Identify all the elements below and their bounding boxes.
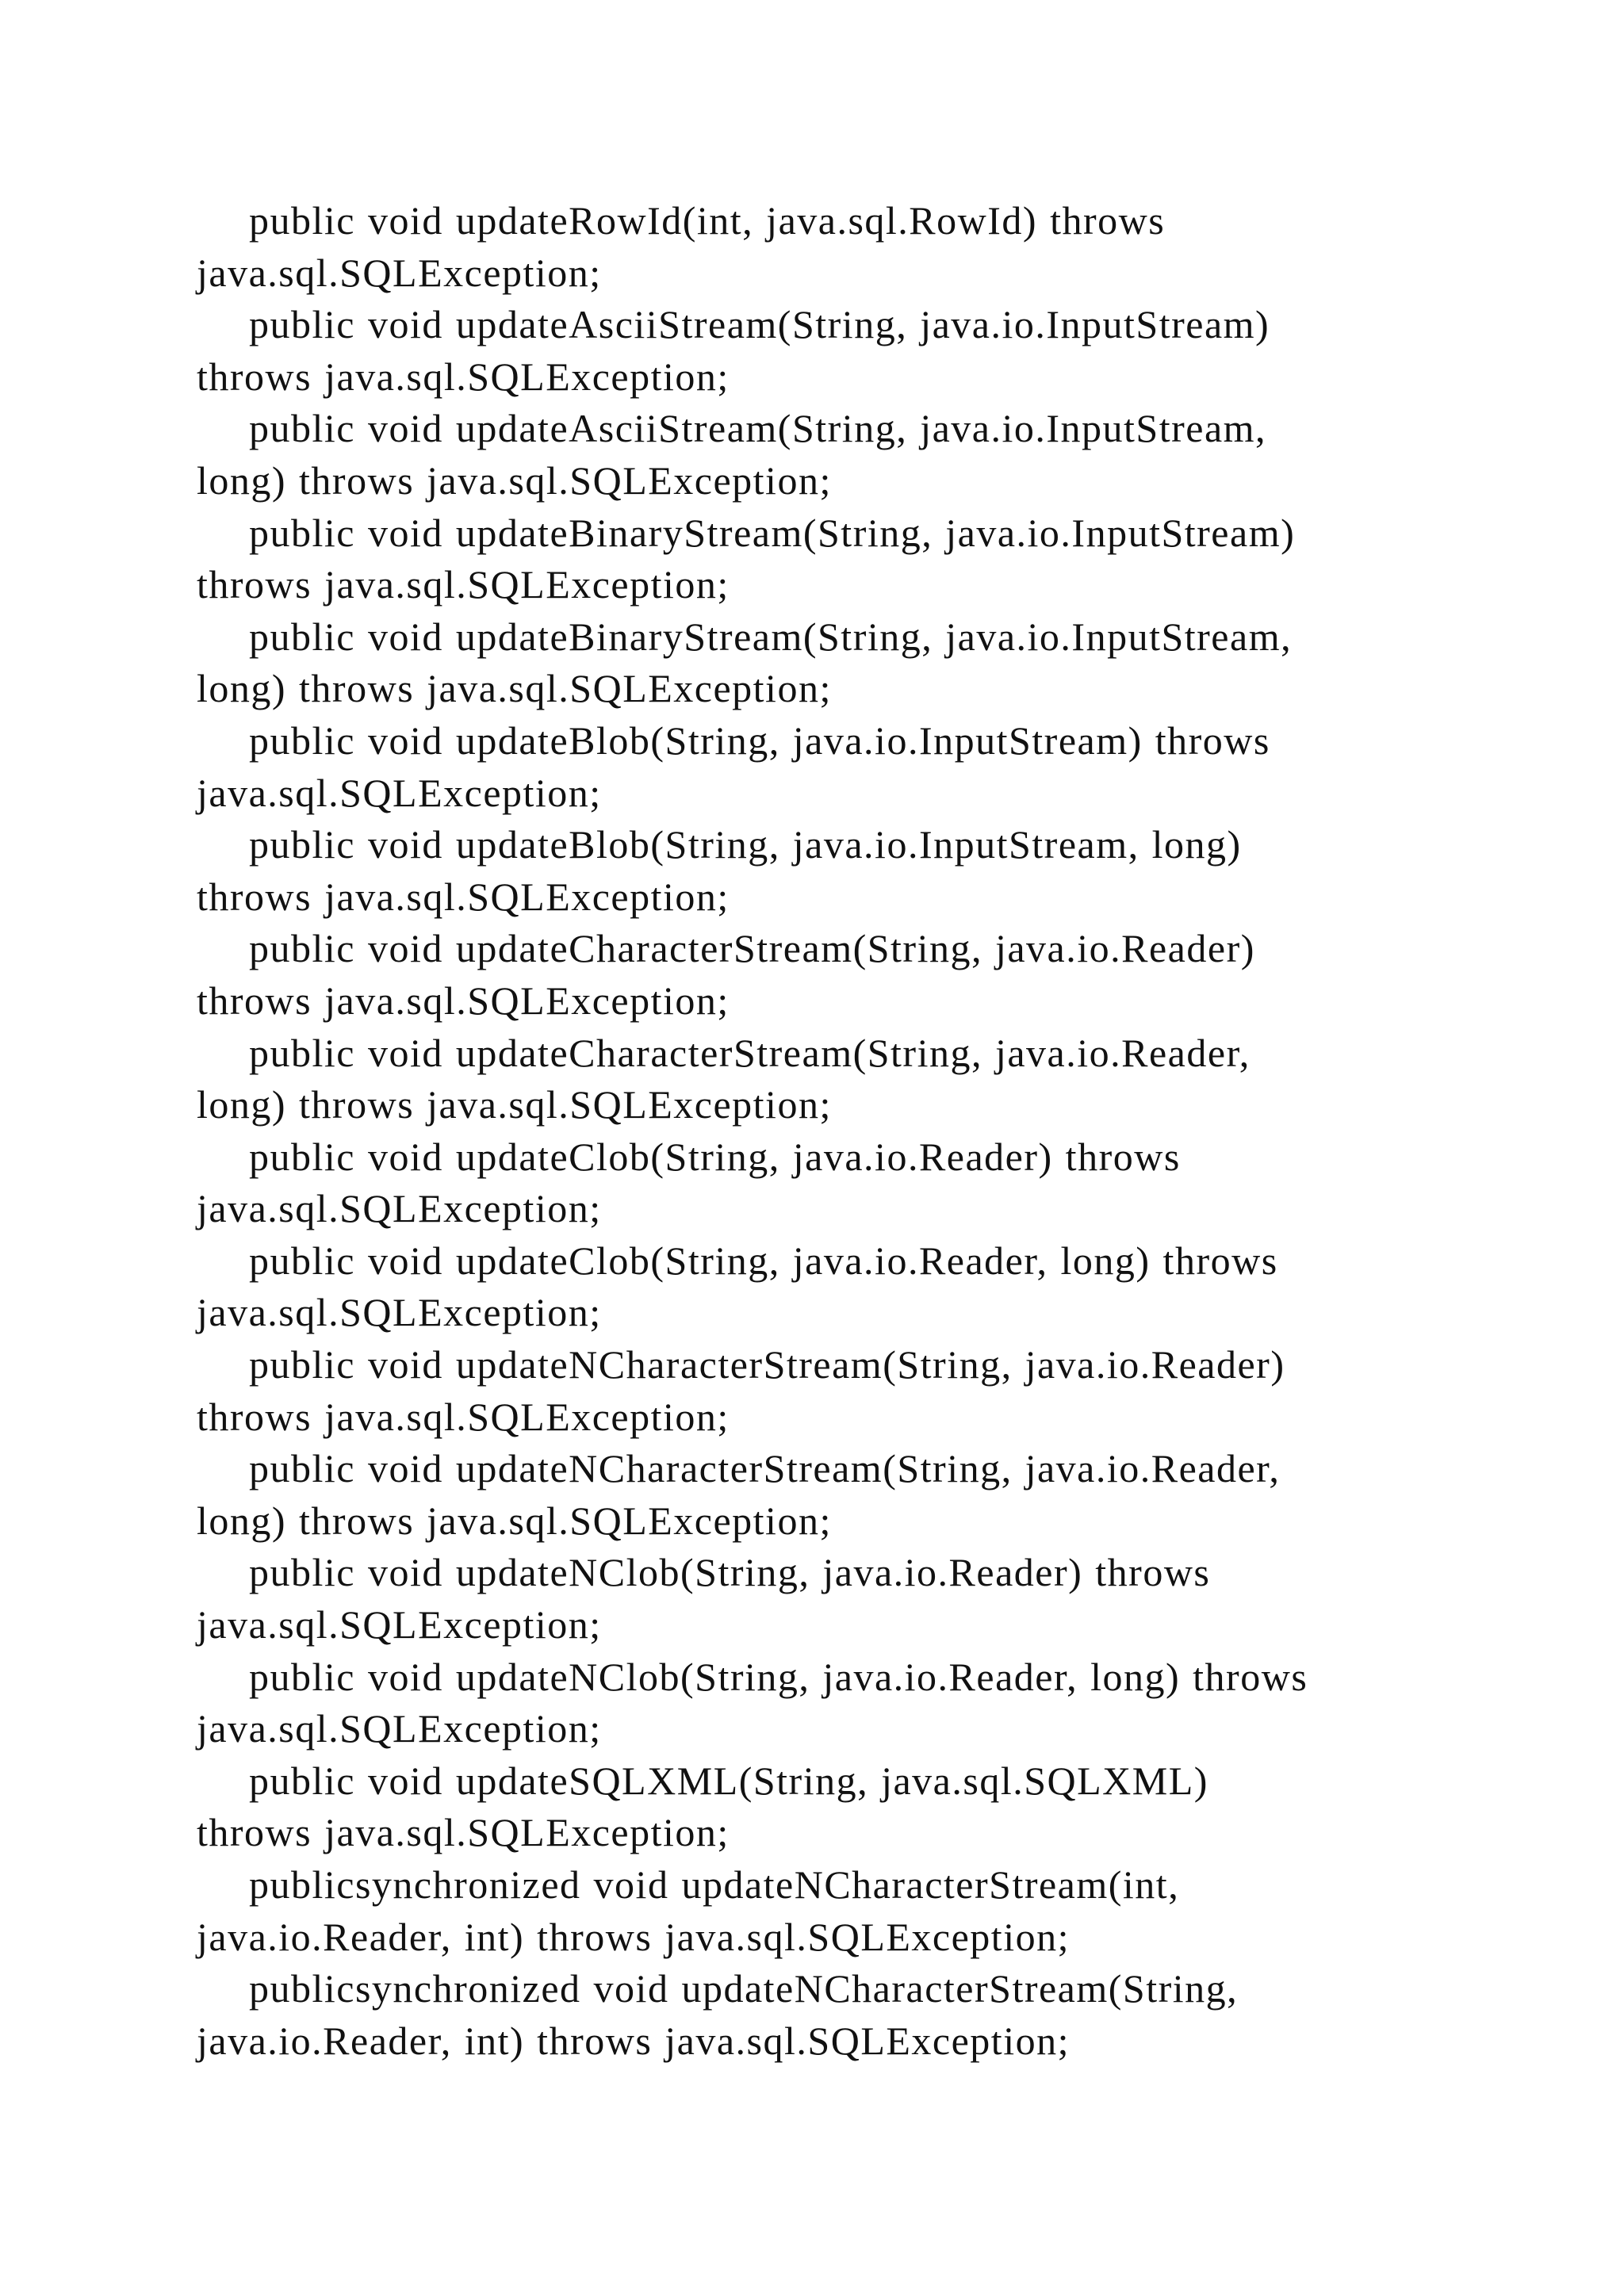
continuation-line: throws java.sql.SQLException; [197,1810,730,1855]
continuation-line: throws java.sql.SQLException; [197,874,730,919]
declaration-line: public void updateAsciiStream(String, java.io.InputStream) [249,302,1270,347]
declaration-line: publicsynchronized void updateNCharacterStream(String, [249,1966,1239,2011]
declaration-line: public void updateRowId(int, java.sql.RowId) throws [249,198,1166,243]
declaration-line: public void updateClob(String, java.io.Reader, long) throws [249,1238,1278,1283]
continuation-line: java.sql.SQLException; [197,770,602,815]
continuation-line: java.sql.SQLException; [197,1186,602,1231]
continuation-line: long) throws java.sql.SQLException; [197,666,832,711]
declaration-line: public void updateClob(String, java.io.Reader) throws [249,1134,1181,1179]
continuation-line: throws java.sql.SQLException; [197,1394,730,1439]
declaration-line: public void updateSQLXML(String, java.sql.SQLXML) [249,1758,1208,1803]
continuation-line: java.sql.SQLException; [197,1290,602,1335]
continuation-line: java.sql.SQLException; [197,1706,602,1751]
declaration-line: public void updateNCharacterStream(String, java.io.Reader) [249,1342,1285,1387]
declaration-line: public void updateBlob(String, java.io.InputStream, long) [249,822,1242,867]
continuation-line: java.io.Reader, int) throws java.sql.SQLException; [197,2018,1070,2063]
continuation-line: java.io.Reader, int) throws java.sql.SQLException; [197,1914,1070,1959]
continuation-line: java.sql.SQLException; [197,1602,602,1647]
declaration-line: public void updateBlob(String, java.io.InputStream) throws [249,718,1270,763]
continuation-line: throws java.sql.SQLException; [197,978,730,1023]
continuation-line: long) throws java.sql.SQLException; [197,1082,832,1127]
declaration-line: public void updateNCharacterStream(String, java.io.Reader, [249,1446,1281,1491]
continuation-line: long) throws java.sql.SQLException; [197,1498,832,1543]
declaration-line: public void updateCharacterStream(String, java.io.Reader) [249,926,1255,971]
declaration-line: public void updateBinaryStream(String, java.io.InputStream) [249,510,1296,555]
declaration-line: public void updateCharacterStream(String, java.io.Reader, [249,1030,1251,1075]
declaration-line: publicsynchronized void updateNCharacterStream(int, [249,1862,1180,1907]
declaration-line: public void updateBinaryStream(String, java.io.InputStream, [249,614,1293,659]
continuation-line: long) throws java.sql.SQLException; [197,457,832,503]
continuation-line: throws java.sql.SQLException; [197,562,730,607]
code-text-block [197,195,1497,2067]
declaration-line: public void updateNClob(String, java.io.Reader) throws [249,1550,1211,1595]
continuation-line: throws java.sql.SQLException; [197,354,730,399]
continuation-line: java.sql.SQLException; [197,250,602,295]
declaration-line: public void updateNClob(String, java.io.Reader, long) throws [249,1654,1308,1699]
declaration-line: public void updateAsciiStream(String, java.io.InputStream, [249,406,1267,451]
